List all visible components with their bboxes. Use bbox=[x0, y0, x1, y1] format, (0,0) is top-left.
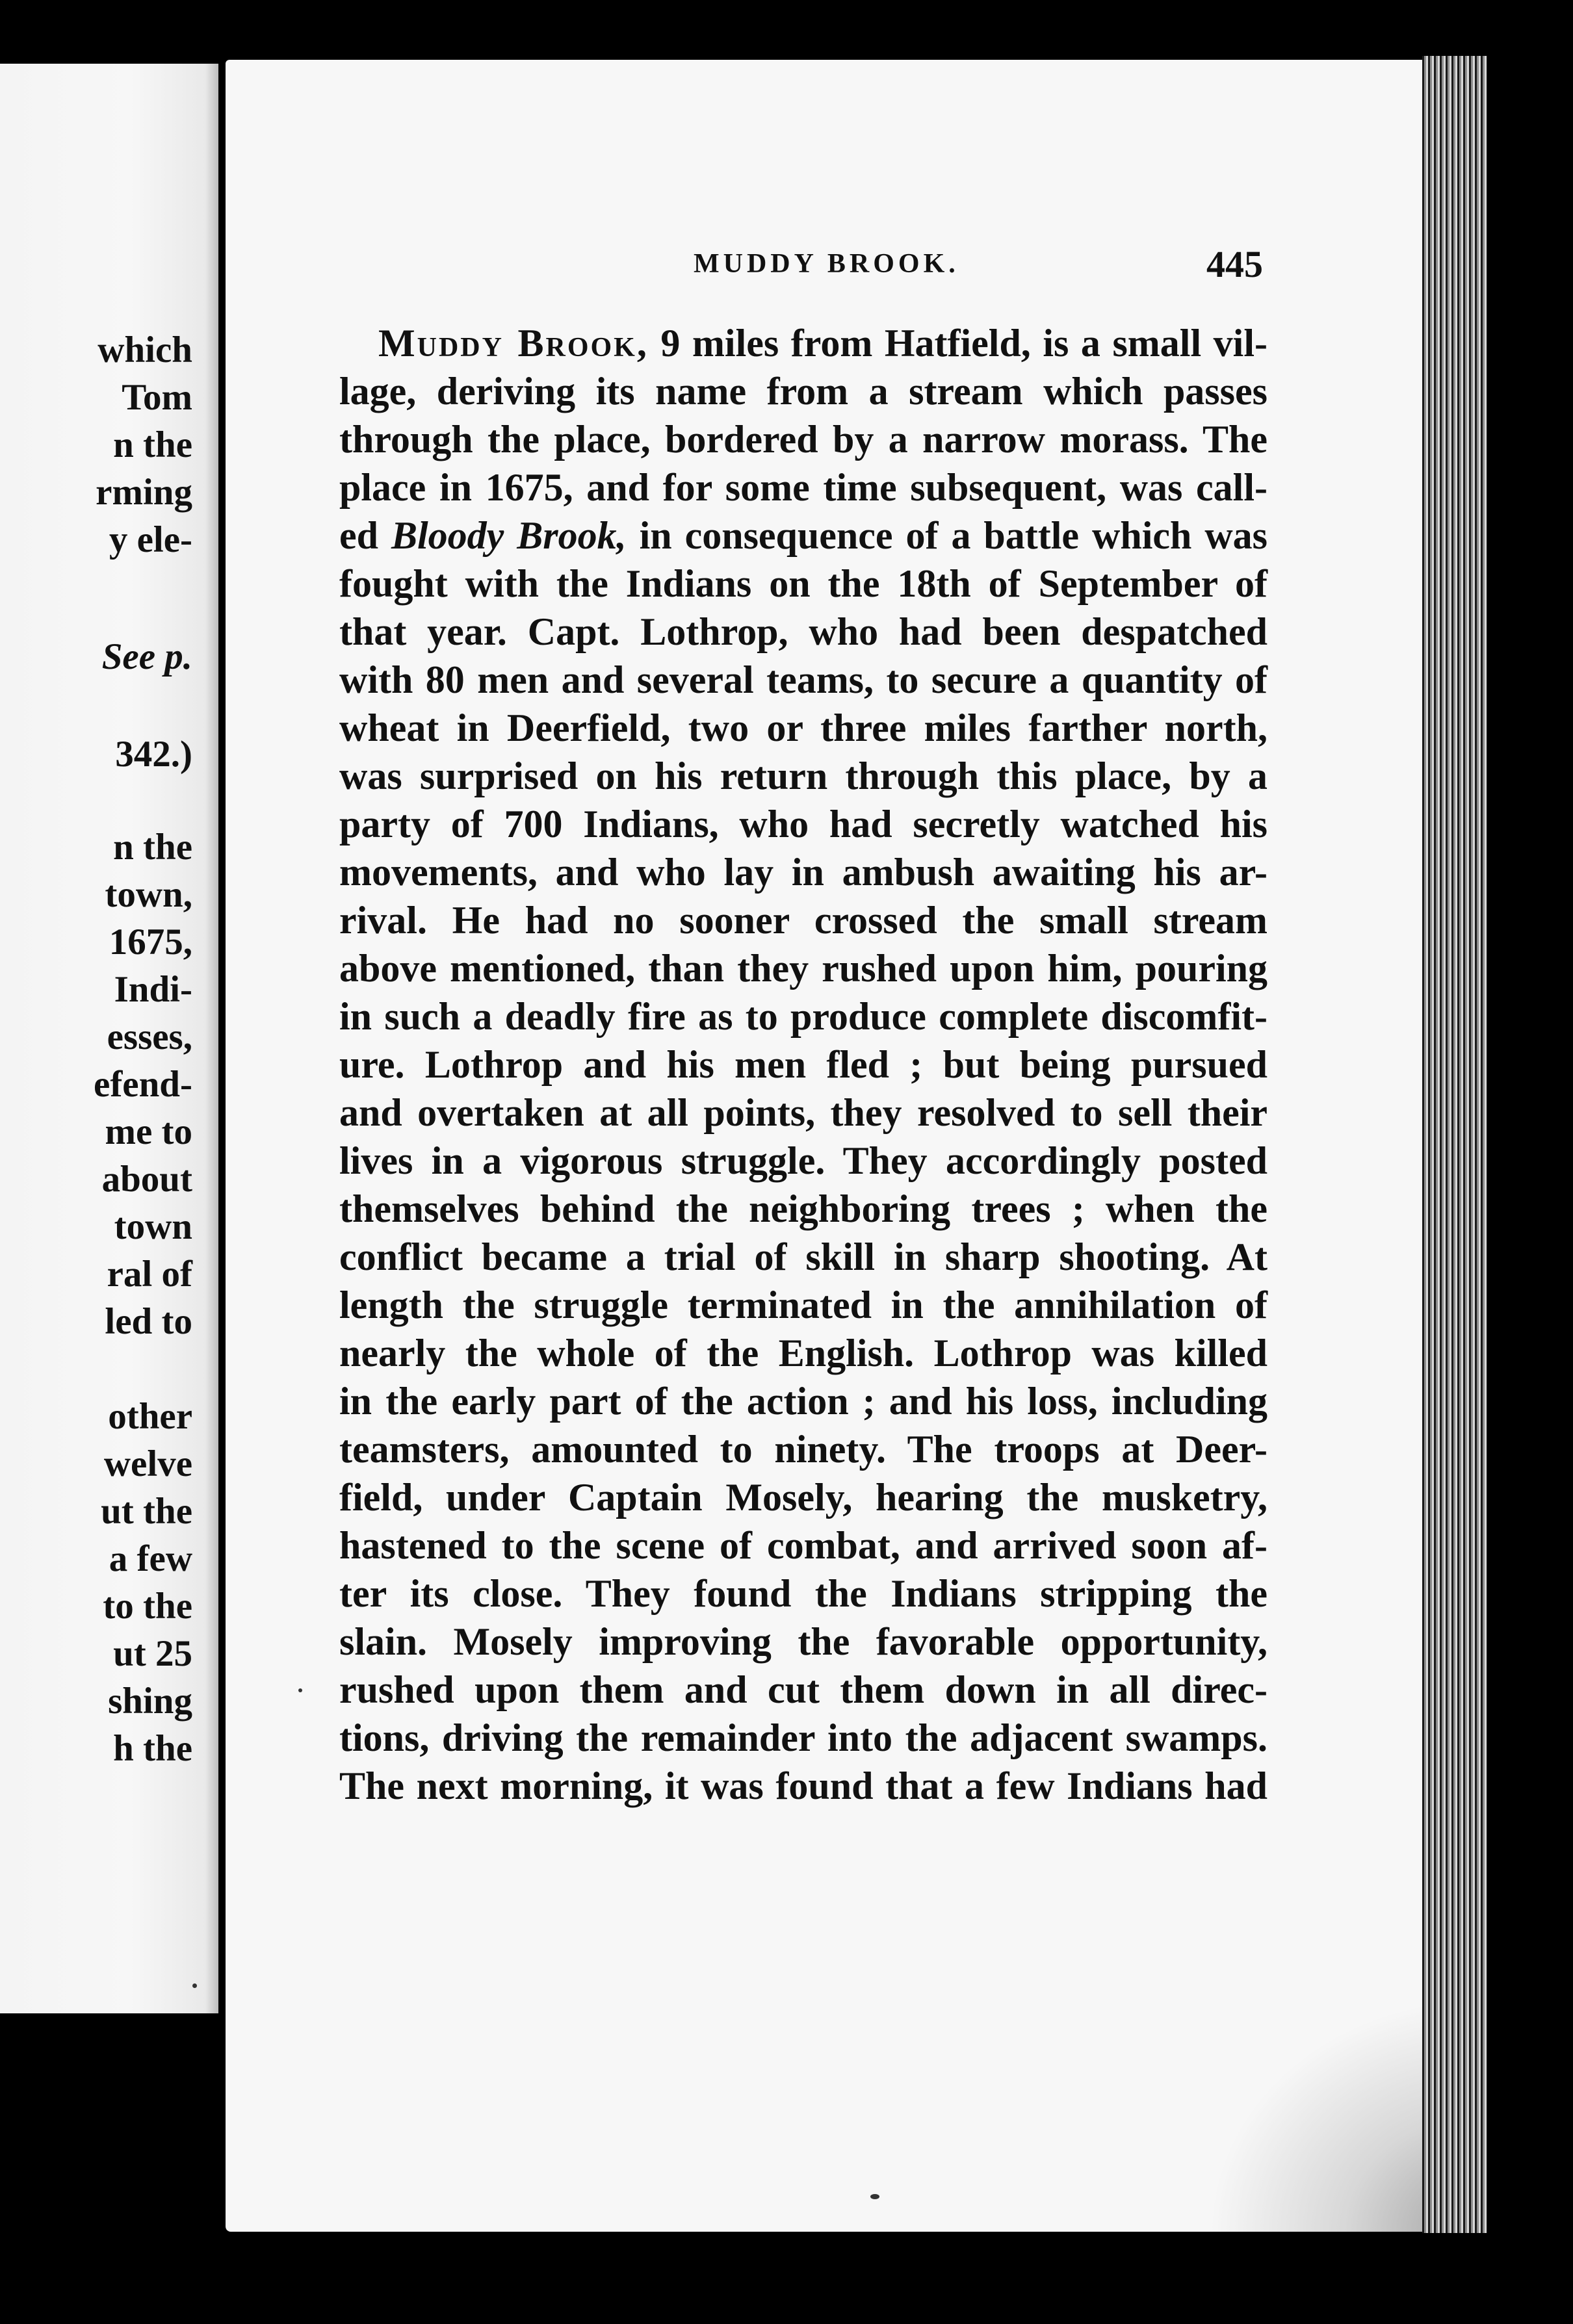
left-page-line: y ele- bbox=[109, 519, 192, 560]
text-line: above mentioned, than they rushed upon him, pouring bbox=[339, 947, 1268, 990]
left-page-line: rming bbox=[96, 472, 192, 513]
page-number: 445 bbox=[1206, 243, 1263, 285]
text-line: nearly the whole of the English. Lothrop was killed bbox=[339, 1332, 1268, 1375]
ink-speck bbox=[870, 2194, 879, 2199]
text-line: that year. Capt. Lothrop, who had been despatched bbox=[339, 610, 1268, 653]
page-edges bbox=[1422, 56, 1487, 2233]
text-line: hastened to the scene of combat, and arrived soon af- bbox=[339, 1524, 1268, 1567]
left-page-line: other bbox=[108, 1396, 192, 1437]
left-page-line: See p. bbox=[101, 636, 192, 677]
left-page-line: shing bbox=[108, 1681, 192, 1722]
text-line: wheat in Deerfield, two or three miles farther north, bbox=[339, 706, 1268, 749]
text-line: with 80 men and several teams, to secure a quantity of bbox=[339, 658, 1268, 701]
left-page-line: ral of bbox=[107, 1254, 192, 1295]
left-page-line: h the bbox=[113, 1728, 192, 1769]
text-run: in consequence of a battle which was bbox=[626, 514, 1268, 557]
text-run: 9 miles from Hatfield, is a small vil- bbox=[648, 322, 1268, 365]
left-page-line: welve bbox=[103, 1443, 192, 1484]
left-page-line: me to bbox=[105, 1111, 192, 1152]
left-page-line: which bbox=[98, 329, 192, 370]
left-page-line: a few bbox=[109, 1538, 192, 1579]
text-line: slain. Mosely improving the favorable opportunity, bbox=[339, 1620, 1268, 1663]
text-line: was surprised on his return through this place, by a bbox=[339, 755, 1268, 797]
text-line bbox=[339, 511, 1268, 560]
text-line: fought with the Indians on the 18th of September of bbox=[339, 562, 1268, 605]
left-page-line: Indi- bbox=[114, 969, 192, 1010]
left-page-line: esses, bbox=[107, 1016, 192, 1057]
left-page-line: about bbox=[101, 1159, 192, 1200]
running-head: MUDDY BROOK. bbox=[694, 249, 959, 279]
left-page-line: efend- bbox=[94, 1064, 192, 1105]
text-run: ed bbox=[339, 514, 391, 557]
text-line: ure. Lothrop and his men fled ; but being pursued bbox=[339, 1043, 1268, 1086]
text-line: rushed upon them and cut them down in all direc- bbox=[339, 1668, 1268, 1711]
previous-page-fragment bbox=[0, 64, 218, 2013]
ink-speck bbox=[192, 1983, 197, 1988]
text-line: themselves behind the neighboring trees ; when the bbox=[339, 1187, 1268, 1230]
left-page-line: 1675, bbox=[109, 922, 192, 962]
left-page-line: ut 25 bbox=[113, 1633, 192, 1674]
left-page-line: ut the bbox=[101, 1491, 192, 1532]
left-page-line: town bbox=[114, 1206, 192, 1247]
text-line: tions, driving the remainder into the adjacent swamps. bbox=[339, 1716, 1268, 1759]
text-line: rival. He had no sooner crossed the small stream bbox=[339, 899, 1268, 942]
text-line: place in 1675, and for some time subsequent, was call- bbox=[339, 466, 1268, 509]
italic-place-name: Bloody Brook, bbox=[391, 514, 627, 557]
left-page-line: Tom bbox=[122, 377, 192, 418]
text-line: lives in a vigorous struggle. They accordingly posted bbox=[339, 1139, 1268, 1182]
text-line: length the struggle terminated in the annihilation of bbox=[339, 1284, 1268, 1326]
text-line: ter its close. They found the Indians stripping the bbox=[339, 1572, 1268, 1615]
ink-speck bbox=[298, 1688, 302, 1692]
text-line: through the place, bordered by a narrow morass. The bbox=[339, 418, 1268, 461]
text-line: and overtaken at all points, they resolved to sell their bbox=[339, 1091, 1268, 1134]
body-paragraph bbox=[339, 319, 1268, 1810]
left-page-line: n the bbox=[113, 424, 192, 465]
place-name-small-caps: Muddy Brook, bbox=[378, 322, 649, 365]
left-page-line: n the bbox=[113, 827, 192, 868]
text-line: teamsters, amounted to ninety. The troops at Deer- bbox=[339, 1428, 1268, 1471]
text-line: party of 700 Indians, who had secretly watched his bbox=[339, 803, 1268, 846]
text-line: lage, deriving its name from a stream which passes bbox=[339, 370, 1268, 413]
text-line: conflict became a trial of skill in sharp shooting. At bbox=[339, 1235, 1268, 1278]
left-page-line: 342.) bbox=[115, 734, 192, 775]
left-page-line: town, bbox=[105, 874, 192, 915]
left-page-line: led to bbox=[105, 1301, 192, 1342]
text-line bbox=[339, 319, 1268, 367]
left-page-line: to the bbox=[103, 1586, 192, 1627]
text-line: movements, and who lay in ambush awaiting his ar- bbox=[339, 851, 1268, 894]
text-line: field, under Captain Mosely, hearing the musketry, bbox=[339, 1476, 1268, 1519]
text-line: in such a deadly fire as to produce complete discomfit- bbox=[339, 995, 1268, 1038]
text-line: The next morning, it was found that a few Indians had bbox=[339, 1764, 1268, 1807]
text-line: in the early part of the action ; and his loss, including bbox=[339, 1380, 1268, 1423]
